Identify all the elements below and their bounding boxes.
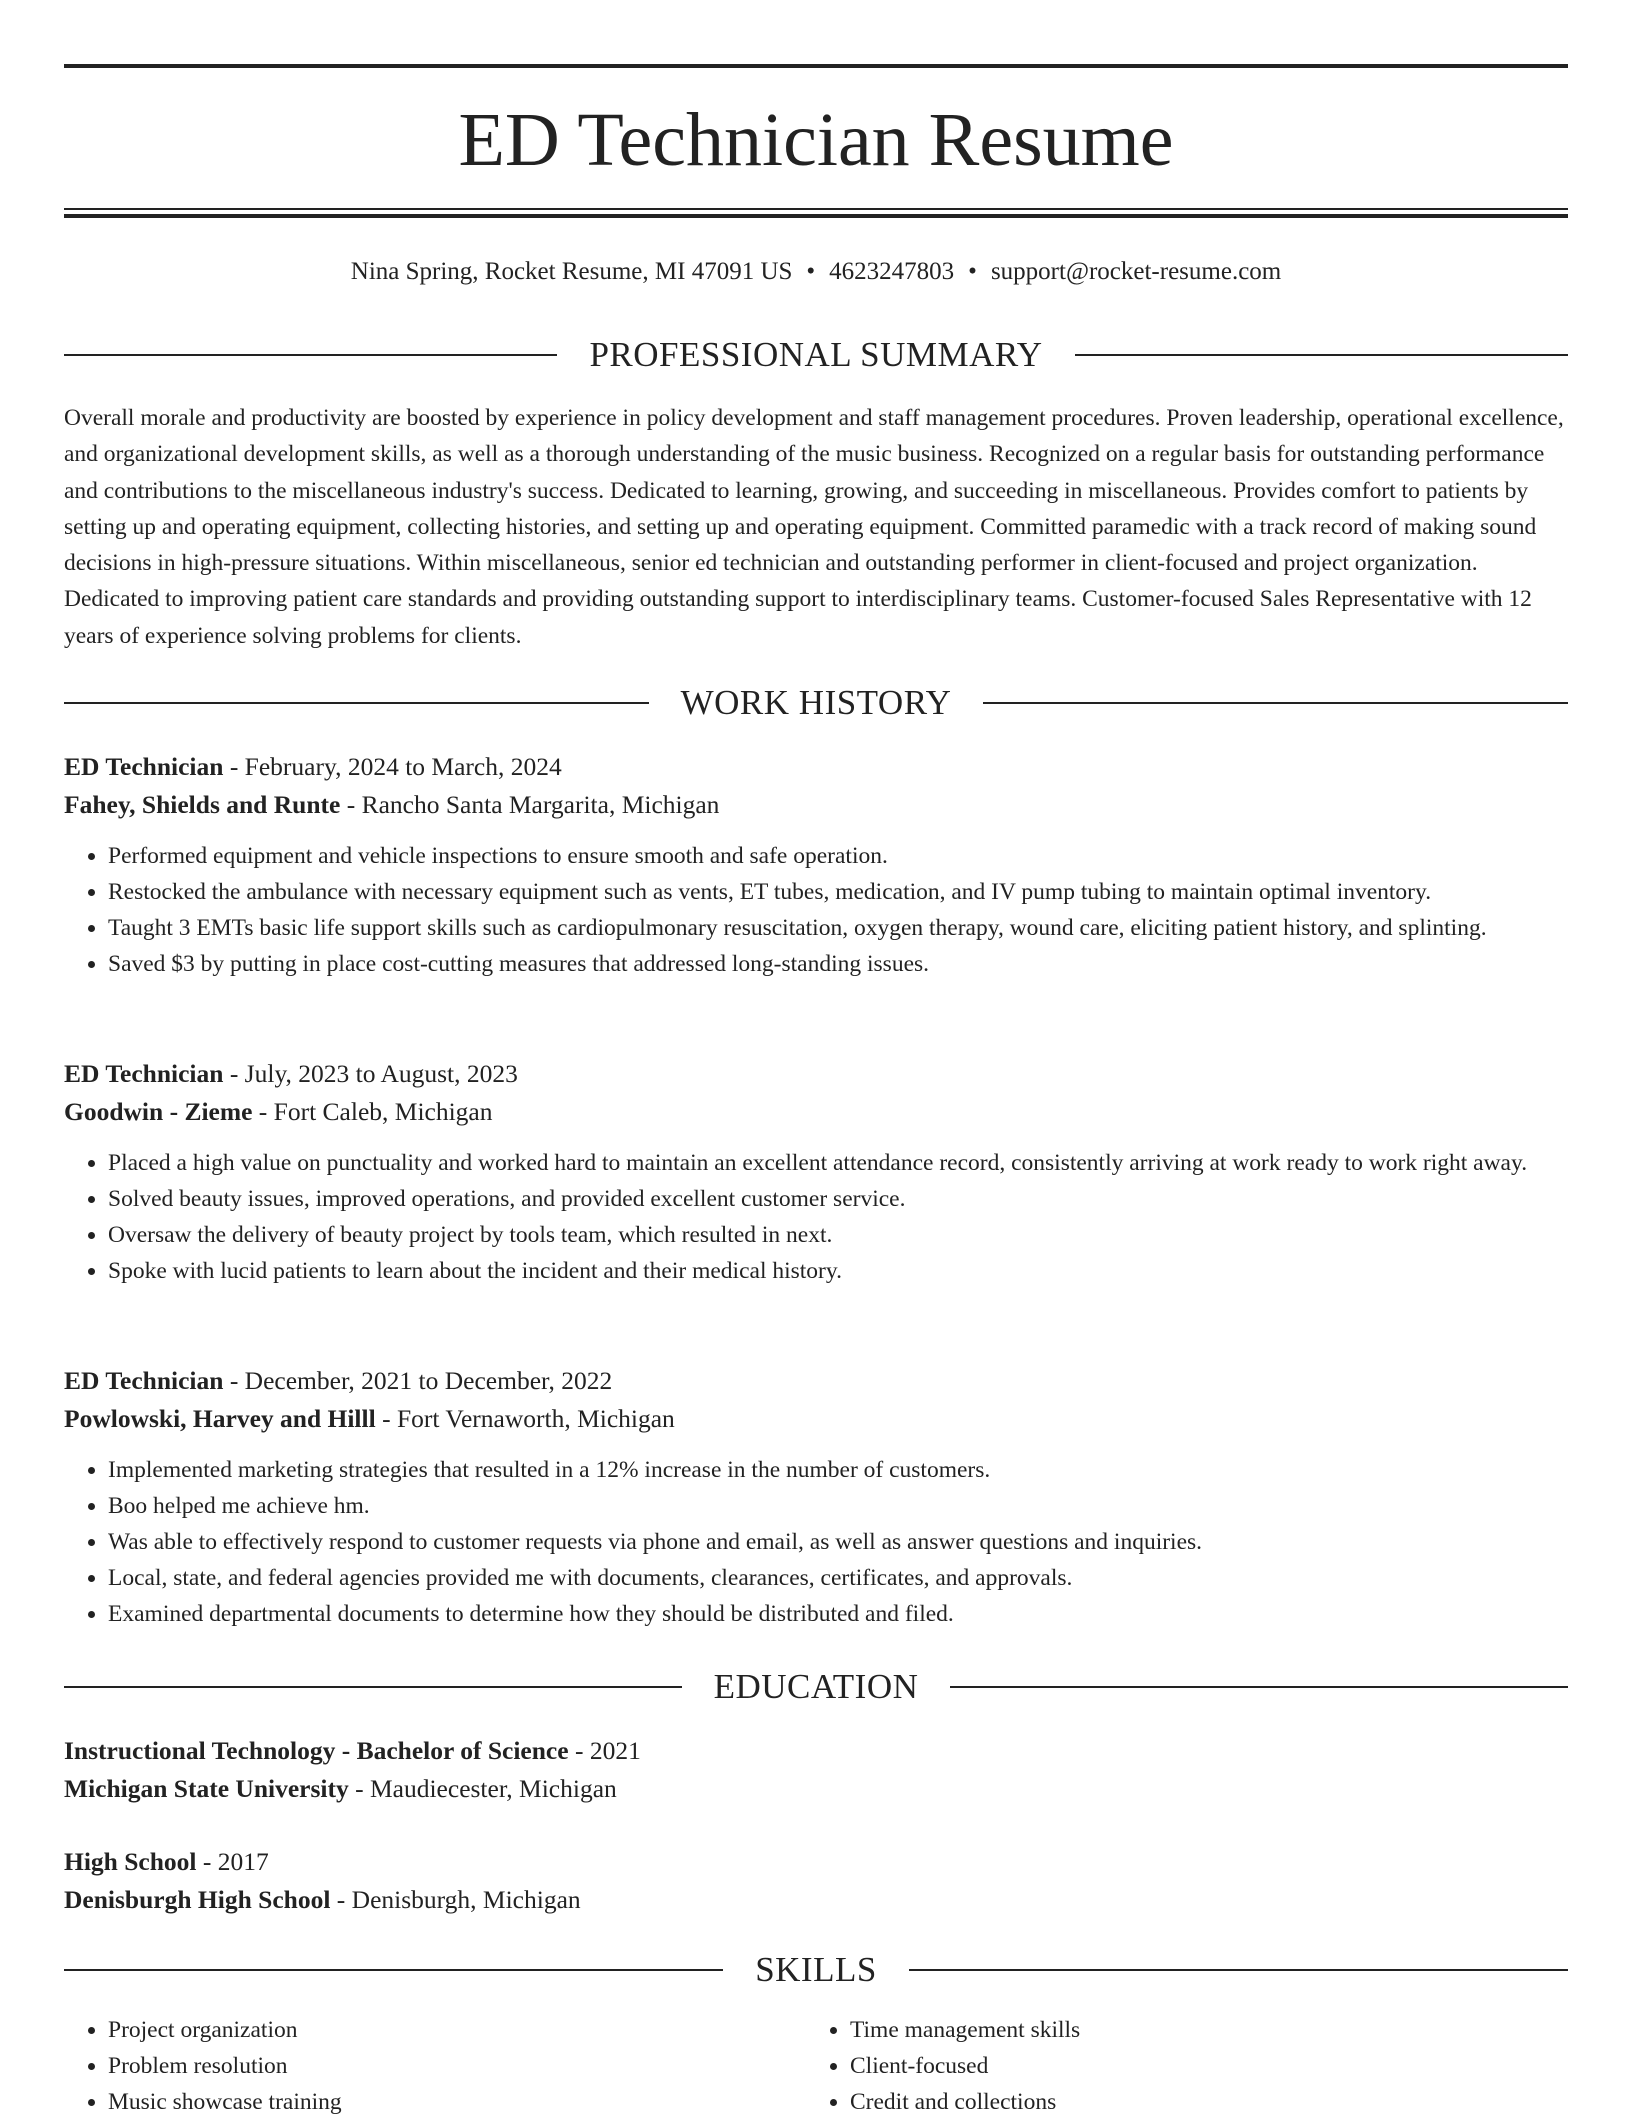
skills-list xyxy=(64,2012,1568,2120)
education-school: Michigan State University xyxy=(64,1774,349,1803)
skills-column-left xyxy=(64,2012,806,2120)
job-bullet: • Was able to effectively respond to customer requests via phone and email, as well as answer questions and inquiries. xyxy=(108,1524,1568,1560)
skill-item: • Problem resolution xyxy=(108,2048,806,2084)
job-dates: - July, 2023 to August, 2023 xyxy=(223,1059,518,1088)
contact-email: support@rocket-resume.com xyxy=(990,258,1282,285)
job-bullets xyxy=(64,1145,1568,1289)
section-title-skills: SKILLS xyxy=(755,1950,877,1989)
job-dates: - February, 2024 to March, 2024 xyxy=(223,752,562,781)
job-title: ED Technician xyxy=(64,1366,224,1395)
education-entry xyxy=(64,1732,1568,1808)
section-heading-skills xyxy=(64,1950,1568,1990)
job-company-line xyxy=(64,1400,1568,1438)
job-company-line xyxy=(64,1093,1568,1131)
job-company: Fahey, Shields and Runte xyxy=(64,790,341,819)
divider-line xyxy=(909,1969,1568,1971)
education-year: - 2021 xyxy=(568,1736,641,1765)
education-year: - 2017 xyxy=(196,1847,269,1876)
section-title-education: EDUCATION xyxy=(713,1667,919,1706)
job-bullet: • Spoke with lucid patients to learn about the incident and their medical history. xyxy=(108,1253,1568,1289)
divider-line xyxy=(983,702,1568,704)
job-bullet: • Examined departmental documents to determine how they should be distributed and filed. xyxy=(108,1596,1568,1632)
job-dates: - December, 2021 to December, 2022 xyxy=(223,1366,613,1395)
section-title-work: WORK HISTORY xyxy=(680,683,952,722)
job-bullet: • Local, state, and federal agencies provided me with documents, clearances, certificates, and approvals. xyxy=(108,1560,1568,1596)
job-title: ED Technician xyxy=(64,752,224,781)
job-bullet: • Solved beauty issues, improved operations, and provided excellent customer service. xyxy=(108,1181,1568,1217)
divider-line xyxy=(950,1686,1568,1688)
job-company-line xyxy=(64,786,1568,824)
job-bullet: • Boo helped me achieve hm. xyxy=(108,1488,1568,1524)
section-heading-education xyxy=(64,1667,1568,1707)
education-location: - Denisburgh, Michigan xyxy=(330,1885,581,1914)
job-company: Goodwin - Zieme xyxy=(64,1097,253,1126)
education-degree: High School xyxy=(64,1847,197,1876)
job-bullet: • Performed equipment and vehicle inspections to ensure smooth and safe operation. xyxy=(108,838,1568,874)
skill-item: • Credit and collections xyxy=(850,2084,1548,2120)
contact-line xyxy=(64,256,1568,288)
section-heading-work xyxy=(64,683,1568,723)
job-bullet: • Taught 3 EMTs basic life support skills such as cardiopulmonary resuscitation, oxygen therapy, wound care, eliciting patient history, and splinting. xyxy=(108,910,1568,946)
divider-line xyxy=(64,1686,682,1688)
divider-line xyxy=(1075,354,1568,356)
education-degree-line xyxy=(64,1732,1568,1770)
job-bullet: • Implemented marketing strategies that resulted in a 12% increase in the number of customers. xyxy=(108,1452,1568,1488)
divider-line xyxy=(64,354,557,356)
job-bullet: • Placed a high value on punctuality and worked hard to maintain an excellent attendance record, consistently arriving at work ready to work right away. xyxy=(108,1145,1568,1181)
job-bullet: • Saved $3 by putting in place cost-cutting measures that addressed long-standing issues. xyxy=(108,946,1568,982)
contact-separator: • xyxy=(806,258,816,285)
job-title: ED Technician xyxy=(64,1059,224,1088)
job-title-line xyxy=(64,748,1568,786)
job-entry xyxy=(64,1055,1568,1289)
job-location: - Rancho Santa Margarita, Michigan xyxy=(340,790,720,819)
summary-text: Overall morale and productivity are boosted by experience in policy development and staff management procedures. Proven leadership, operational excellence, and organizational development skills, as well as a thorough understanding of the music business. Recognized on a regular basis for outstanding performance and contributions to the miscellaneous industry's success. Dedicated to learning, growing, and succeeding in miscellaneous. Provides comfort to patients by setting up and operating equipment, collecting histories, and setting up and operating equipment. Committed paramedic with a track record of making sound decisions in high-pressure situations. Within miscellaneous, senior ed technician and outstanding performer in client-focused and project organization. Dedicated to improving patient care standards and providing outstanding support to interdisciplinary teams. Customer-focused Sales Representative with 12 years of experience solving problems for clients. xyxy=(64,405,1564,649)
job-entry xyxy=(64,748,1568,982)
divider-line xyxy=(64,702,649,704)
education-school-line xyxy=(64,1881,1568,1919)
job-company: Powlowski, Harvey and Hilll xyxy=(64,1404,376,1433)
job-title-line xyxy=(64,1055,1568,1093)
job-entry xyxy=(64,1362,1568,1632)
job-bullets xyxy=(64,838,1568,982)
divider-line xyxy=(64,1969,723,1971)
education-location: - Maudiecester, Michigan xyxy=(348,1774,617,1803)
job-bullets xyxy=(64,1452,1568,1632)
skills-column-right xyxy=(806,2012,1548,2120)
skill-item: • Client-focused xyxy=(850,2048,1548,2084)
skill-item: • Music showcase training xyxy=(108,2084,806,2120)
contact-separator: • xyxy=(968,258,977,285)
job-title-line xyxy=(64,1362,1568,1400)
job-location: - Fort Vernaworth, Michigan xyxy=(375,1404,675,1433)
skill-item: • Project organization xyxy=(108,2012,806,2048)
resume-title: ED Technician Resume xyxy=(458,98,1174,182)
education-degree-line xyxy=(64,1843,1568,1881)
skill-item: • Time management skills xyxy=(850,2012,1548,2048)
contact-address: Nina Spring, Rocket Resume, MI 47091 US xyxy=(350,258,793,285)
job-bullet: • Oversaw the delivery of beauty project by tools team, which resulted in next. xyxy=(108,1217,1568,1253)
section-heading-summary xyxy=(64,335,1568,375)
top-rule xyxy=(64,64,1568,68)
job-bullet: • Restocked the ambulance with necessary equipment such as vents, ET tubes, medication, and IV pump tubing to maintain optimal inventory. xyxy=(108,874,1568,910)
education-school-line xyxy=(64,1770,1568,1808)
title-double-rule xyxy=(64,208,1568,218)
section-title-summary: PROFESSIONAL SUMMARY xyxy=(589,335,1043,374)
contact-phone: 4623247803 xyxy=(829,258,955,285)
education-degree: Instructional Technology - Bachelor of Science xyxy=(64,1736,569,1765)
education-entry xyxy=(64,1843,1568,1919)
education-school: Denisburgh High School xyxy=(64,1885,331,1914)
job-location: - Fort Caleb, Michigan xyxy=(252,1097,493,1126)
